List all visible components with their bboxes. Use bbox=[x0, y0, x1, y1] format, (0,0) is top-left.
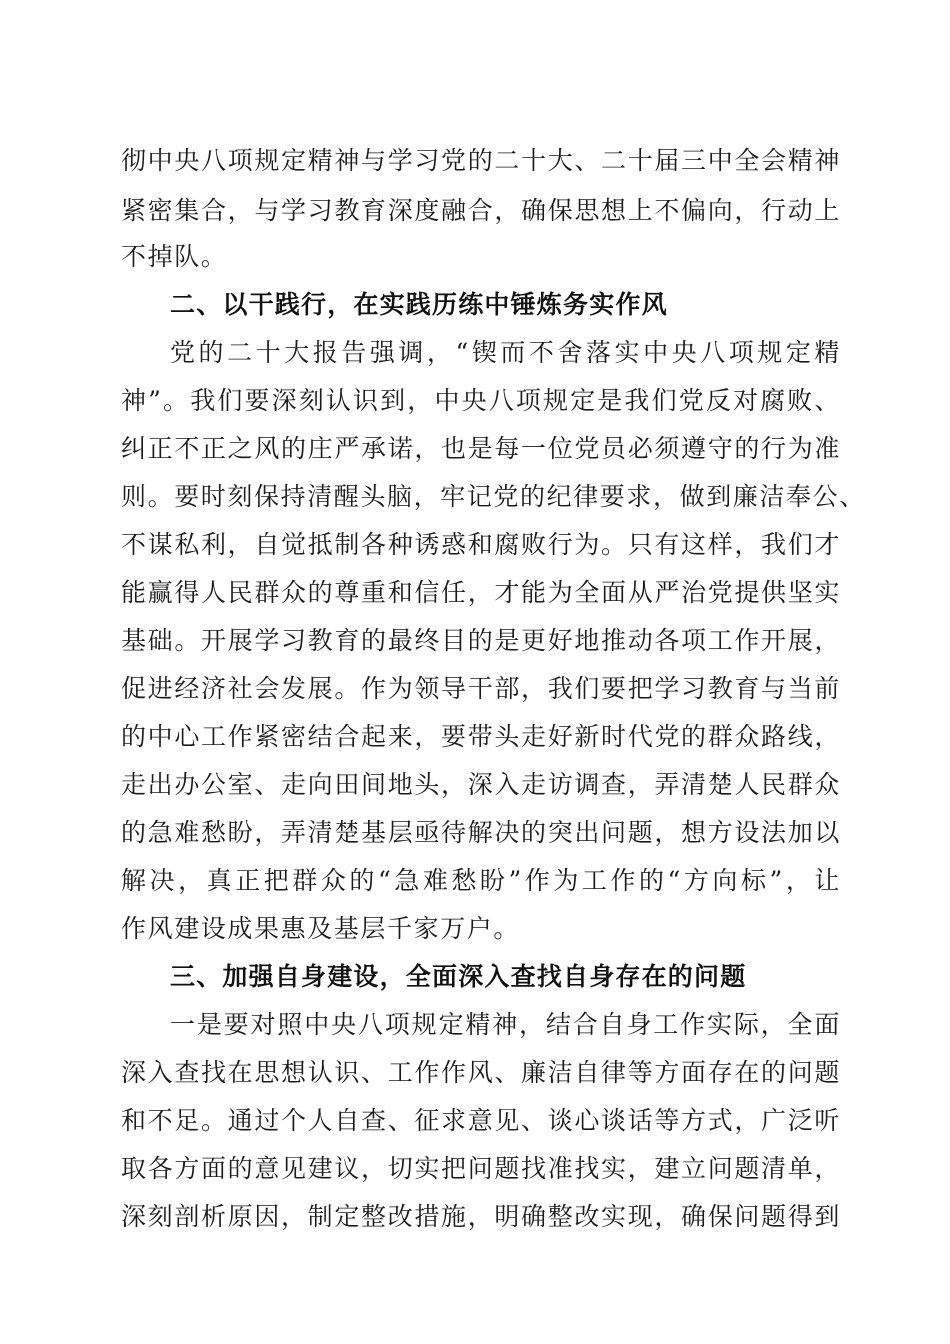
paragraph-line: 取各方面的意见建议，切实把问题找准找实，建立问题清单， bbox=[121, 1154, 841, 1183]
paragraph-line: 和不足。通过个人自查、征求意见、谈心谈话等方式，广泛听 bbox=[121, 1106, 841, 1135]
paragraph-line: 彻中央八项规定精神与学习党的二十大、二十届三中全会精神 bbox=[121, 146, 841, 175]
paragraph-line: 神”。我们要深刻认识到，中央八项规定是我们党反对腐败、 bbox=[121, 386, 841, 415]
paragraph-line: 深刻剖析原因，制定整改措施，明确整改实现，确保问题得到 bbox=[121, 1202, 841, 1231]
paragraph-line: 不掉队。 bbox=[121, 242, 228, 271]
paragraph-line: 能赢得人民群众的尊重和信任，才能为全面从严治党提供坚实 bbox=[121, 578, 841, 607]
paragraph-line: 不谋私利，自觉抵制各种诱惑和腐败行为。只有这样，我们才 bbox=[121, 530, 841, 559]
paragraph-line: 紧密集合，与学习教育深度融合，确保思想上不偏向，行动上 bbox=[121, 196, 841, 225]
paragraph-line: 作风建设成果惠及基层千家万户。 bbox=[121, 914, 521, 943]
paragraph-line: 促进经济社会发展。作为领导干部，我们要把学习教育与当前 bbox=[121, 674, 841, 703]
paragraph-line: 党的二十大报告强调，“锲而不舍落实中央八项规定精 bbox=[170, 338, 841, 367]
paragraph-line: 深入查找在思想认识、工作作风、廉洁自律等方面存在的问题 bbox=[121, 1058, 841, 1087]
section-heading-2: 二、以干践行，在实践历练中锤炼务实作风 bbox=[170, 290, 668, 319]
paragraph-line: 基础。开展学习教育的最终目的是更好地推动各项工作开展， bbox=[121, 626, 841, 655]
paragraph-line: 则。要时刻保持清醒头脑，牢记党的纪律要求，做到廉洁奉公、 bbox=[121, 482, 866, 511]
paragraph-line: 纠正不正之风的庄严承诺，也是每一位党员必须遵守的行为准 bbox=[121, 434, 841, 463]
paragraph-line: 一是要对照中央八项规定精神，结合自身工作实际，全面 bbox=[170, 1010, 841, 1039]
paragraph-line: 解决，真正把群众的“急难愁盼”作为工作的“方向标”，让 bbox=[121, 866, 841, 895]
paragraph-line: 的急难愁盼，弄清楚基层亟待解决的突出问题，想方设法加以 bbox=[121, 818, 841, 847]
section-heading-3: 三、加强自身建设，全面深入查找自身存在的问题 bbox=[170, 962, 747, 991]
paragraph-line: 的中心工作紧密结合起来，要带头走好新时代党的群众路线， bbox=[121, 722, 841, 751]
paragraph-line: 走出办公室、走向田间地头，深入走访调查，弄清楚人民群众 bbox=[121, 770, 841, 799]
